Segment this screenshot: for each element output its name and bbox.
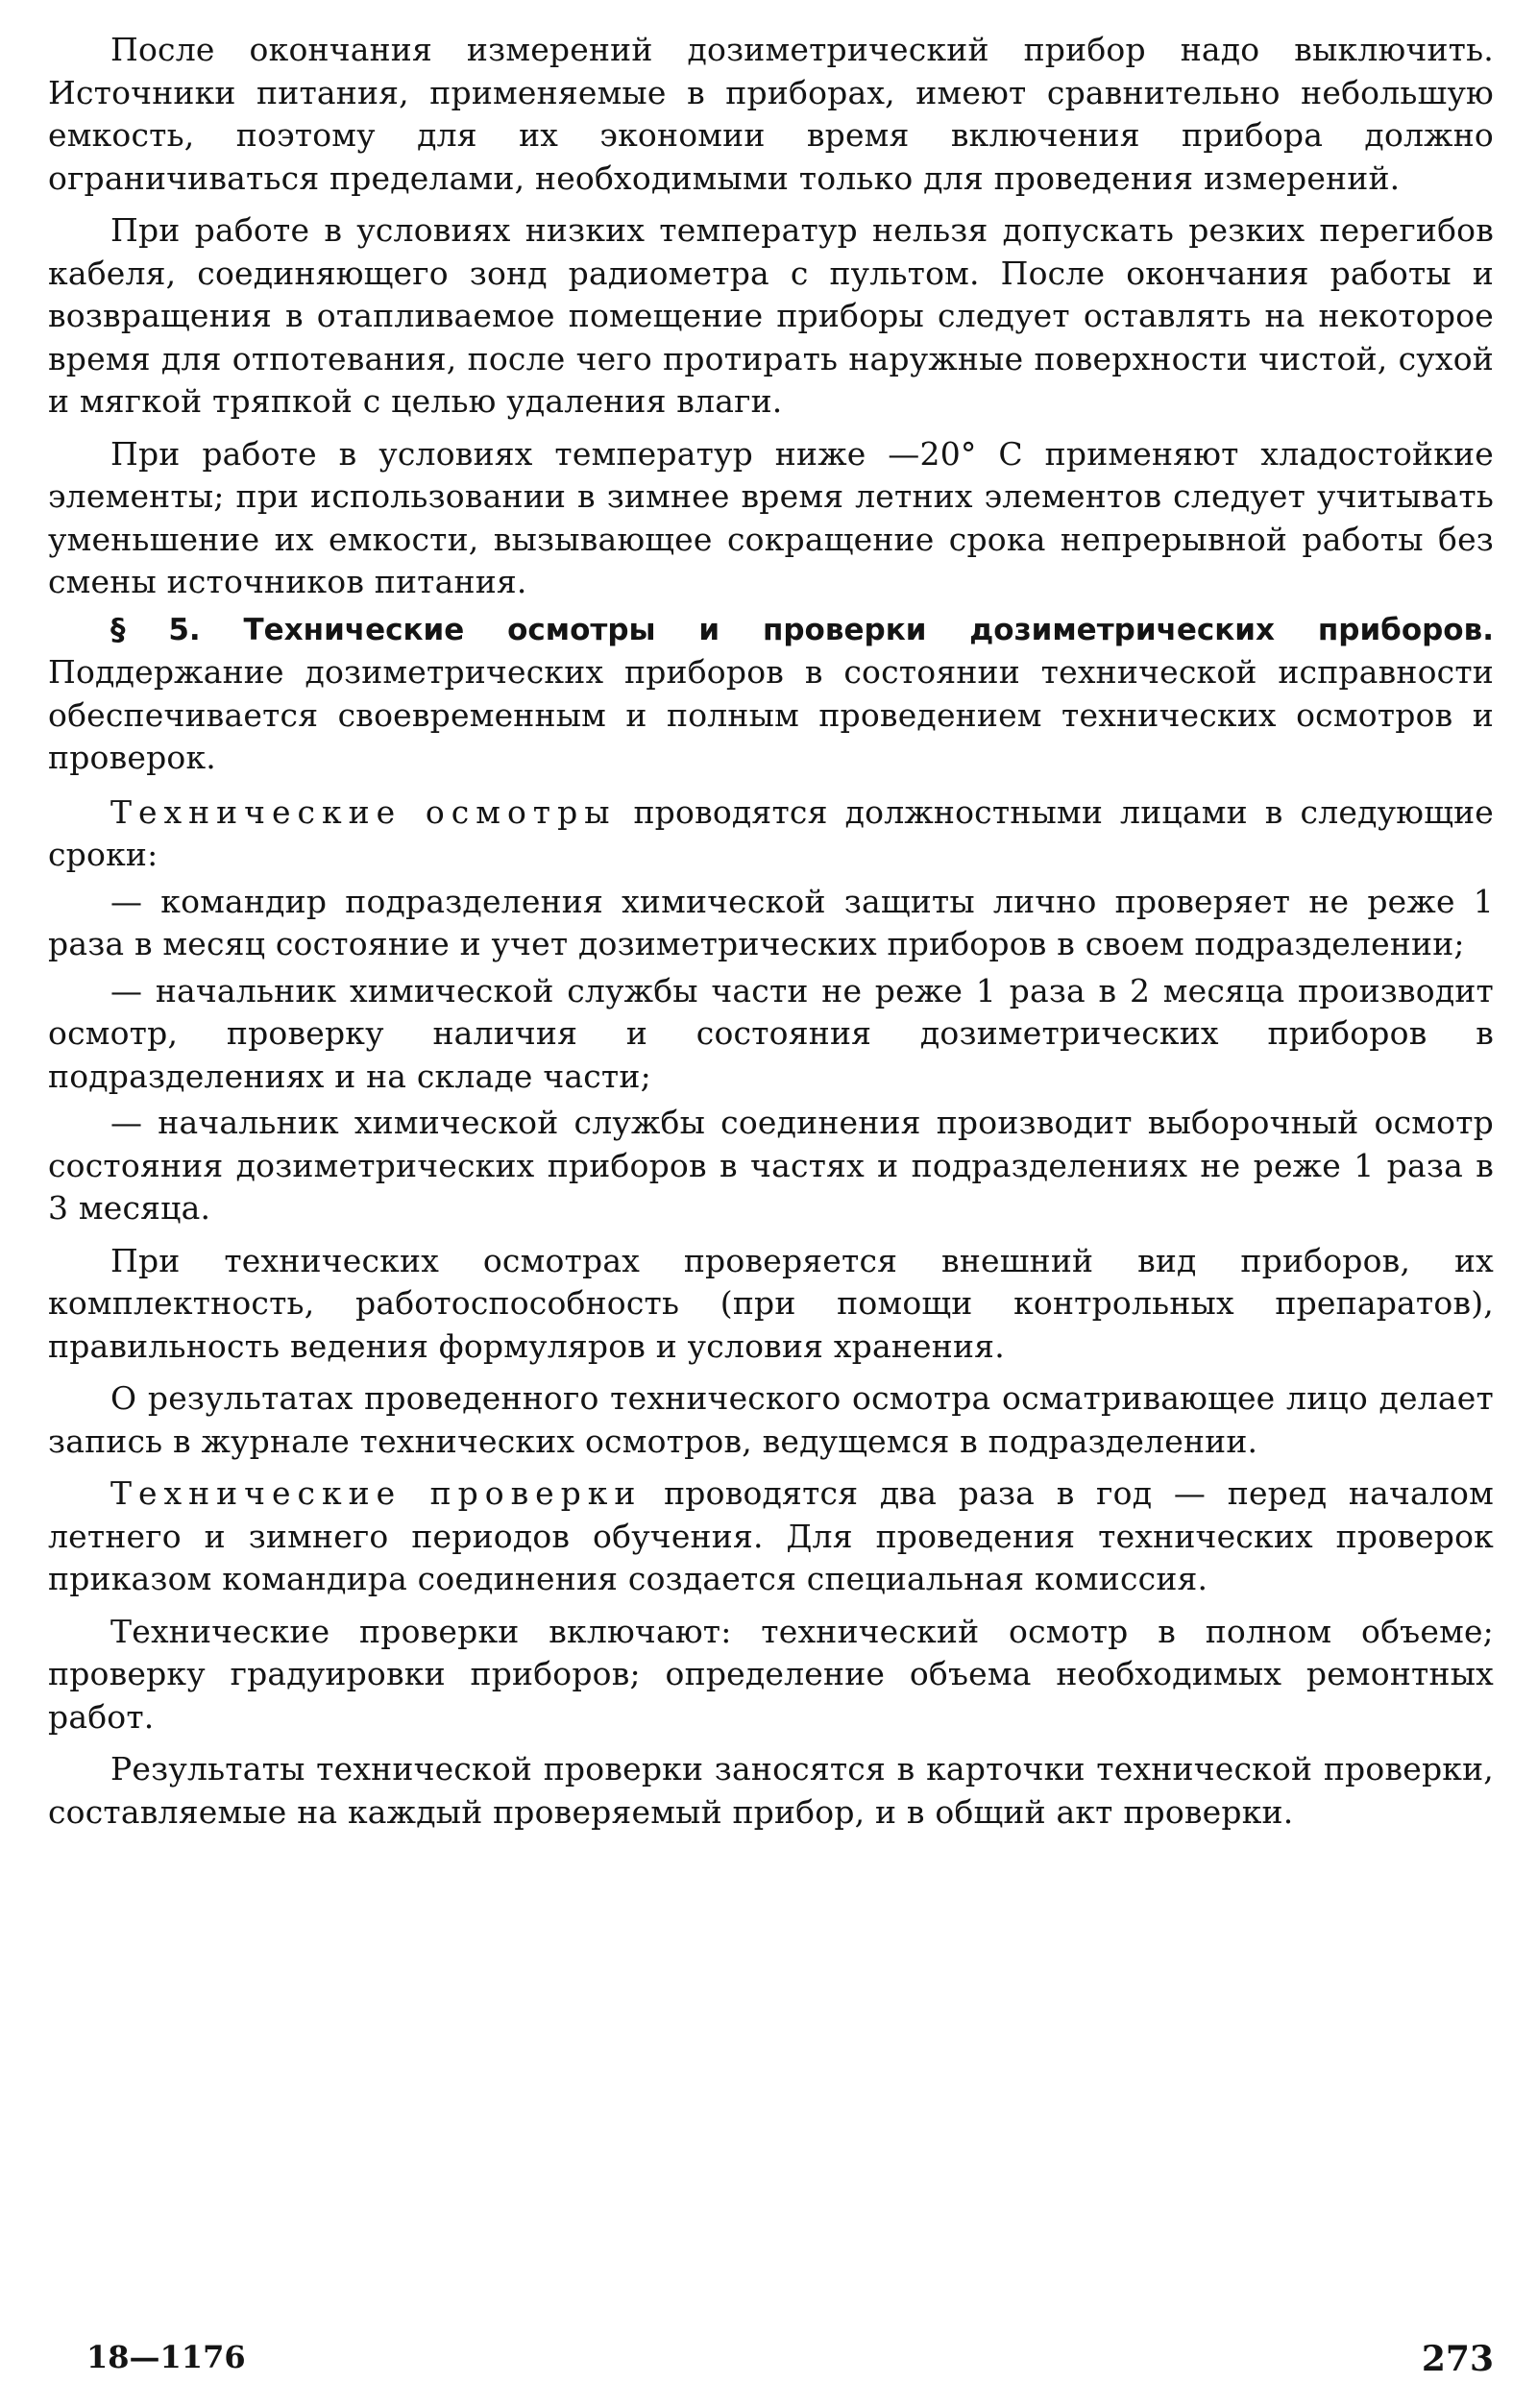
checks-intro-paragraph <box>48 1472 1494 1601</box>
inspections-intro-paragraph <box>48 791 1494 877</box>
paragraph-cold-elements: При работе в условиях температур ниже —20° С применяют хладостойкие элементы; при использовании в зимнее время летних элементов следует учитывать уменьшение их емкости, вызывающее сокращение срока непрерывной работы без смены источников питания. <box>48 434 1494 600</box>
inspections-term: Технические осмотры <box>110 792 617 831</box>
list-item: — начальник химической службы соединения производит выборочный осмотр состояния дозиметрических приборов в частях и подразделениях не реже 1 раза в 3 месяца. <box>48 1104 1494 1227</box>
section-5-paragraph <box>48 608 1494 780</box>
paragraph-checks-include: Технические проверки включают: технический осмотр в полном объеме; проверку градуировки приборов; определение объема необходимых ремонтных работ. <box>48 1612 1494 1736</box>
paragraph-inspection-checks: При технических осмотрах проверяется внешний вид приборов, их комплектность, работоспособность (при помощи контрольных препаратов), правильность ведения формуляров и условия хранения. <box>48 1241 1494 1365</box>
page-footer <box>48 2339 1494 2387</box>
inspections-intro: проводятся должностными лицами в следующие сроки: <box>48 792 1494 873</box>
paragraph-checks-results: Результаты технической проверки заносятся в карточки технической проверки, составляемые на каждый проверяемый прибор, и в общий акт проверки. <box>48 1750 1494 1831</box>
checks-term: Технические проверки <box>110 1474 643 1512</box>
section-5-text: Поддержание дозиметрических приборов в состоянии технической исправности обеспечивается своевременным и полным проведением технических осмотров и проверок. <box>48 653 1494 776</box>
list-item: — начальник химической службы части не реже 1 раза в 2 месяца производит осмотр, проверку наличия и состояния дозиметрических приборов в подразделениях и на складе части; <box>48 971 1494 1095</box>
page-number: 273 <box>1421 2339 1494 2379</box>
printer-signature: 18—1176 <box>86 2339 246 2375</box>
paragraph-low-temperature: При работе в условиях низких температур нельзя допускать резких перегибов кабеля, соединяющего зонд радиометра с пультом. После окончания работы и возвращения в отапливаемое помещение приборы следует оставлять на некоторое время для отпотевания, после чего протирать наружные поверхности чистой, сухой и мягкой тряпкой с целью удаления влаги. <box>48 211 1494 420</box>
document-page <box>48 29 1494 1843</box>
section-5-title: § 5. Технические осмотры и проверки дозиметрических приборов. <box>110 612 1494 647</box>
paragraph-inspection-record: О результатах проведенного технического осмотра осматривающее лицо делает запись в журнале технических осмотров, ведущемся в подразделении. <box>48 1379 1494 1460</box>
checks-intro: проводятся два раза в год — перед началом летнего и зимнего периодов обучения. Для проведения технических проверок приказом командира соединения создается специальная комиссия. <box>48 1474 1494 1597</box>
list-item: — командир подразделения химической защиты лично проверяет не реже 1 раза в месяц состояние и учет дозиметрических приборов в своем подразделении; <box>48 882 1494 962</box>
paragraph-power-off: После окончания измерений дозиметрический прибор надо выключить. Источники питания, применяемые в приборах, имеют сравнительно небольшую емкость, поэтому для их экономии время включения прибора должно ограничиваться пределами, необходимыми только для проведения измерений. <box>48 31 1494 197</box>
